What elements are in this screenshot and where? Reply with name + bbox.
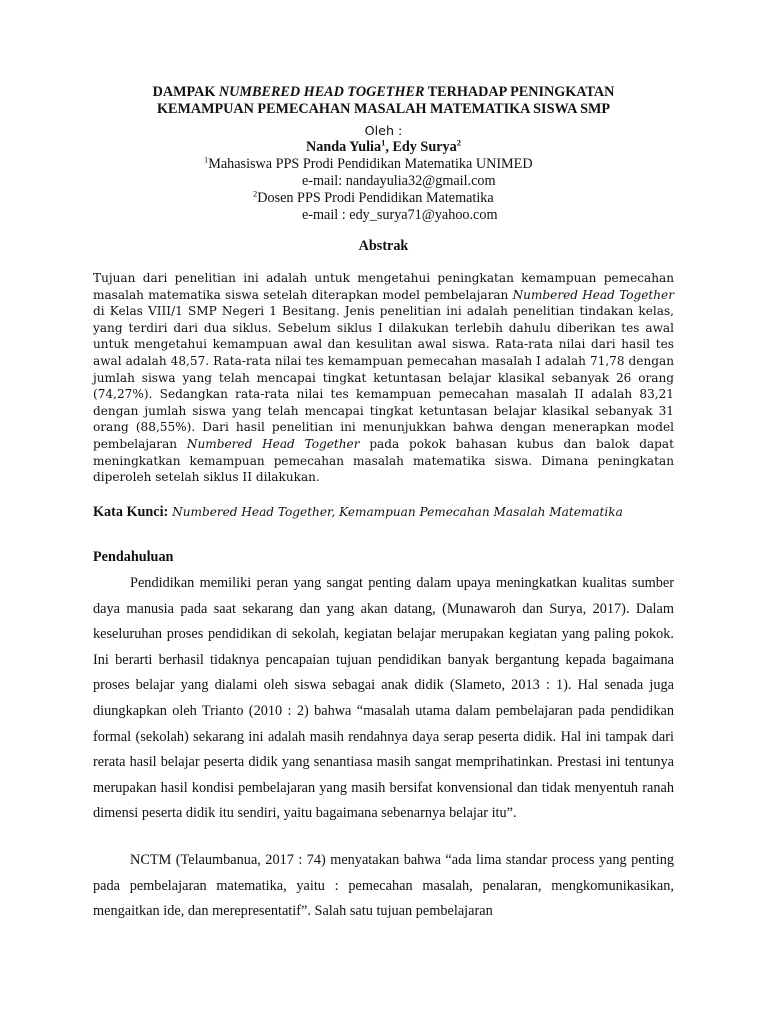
paper-title bbox=[93, 84, 674, 118]
keywords-label: Kata Kunci: bbox=[93, 504, 169, 520]
byline: Oleh : bbox=[364, 123, 403, 138]
keywords-value: Numbered Head Together, Kemampuan Pemecahan Masalah Matematika bbox=[168, 505, 623, 519]
author-2: Edy Surya bbox=[392, 139, 457, 155]
email-2: e-mail : edy_surya71@yahoo.com bbox=[302, 207, 498, 223]
document-page bbox=[93, 84, 675, 920]
intro-paragraph-1: Pendidikan memiliki peran yang sangat penting dalam upaya meningkatkan kualitas sumber daya manusia pada saat sekarang dan yang akan datang, (Munawaroh dan Surya, 2017). Dalam keseluruhan proses pendidikan di sekolah, kegiatan belajar merupakan kegiatan yang paling pokok. Ini berarti berhasil tidaknya pencapaian tujuan pendidikan banyak bergantung kepada bagaimana proses belajar yang dialami oleh siswa sebagai anak didik (Slameto, 2013 : 1). Hal senada juga diungkapkan oleh Trianto (2010 : 2) bahwa “masalah utama dalam pembelajaran pada pendidikan formal (sekolah) sekarang ini adalah masih rendahnya daya serap peserta didik. Hal ini tampak dari rerata hasil belajar peserta didik yang senantiasa masih sangat memprihatinkan. Prestasi ini tentunya merupakan hasil kondisi pembelajaran yang masih bersifat konvensional dan tidak menyentuh ranah dimensi peserta didik itu sendiri, yaitu bagaimana sebenarnya belajar itu”. bbox=[93, 575, 674, 822]
title-line2: KEMAMPUAN PEMECAHAN MASALAH MATEMATIKA SISWA SMP bbox=[156, 101, 611, 117]
author-1: Nanda Yulia bbox=[306, 139, 382, 155]
affiliation-1: $^1$Mahasiswa PPS Prodi Pendidikan Matematika UNIMED bbox=[204, 154, 533, 172]
abstract-text: Tujuan dari penelitian ini adalah untuk mengetahui peningkatan kemampuan pemecahan masalah matematika siswa setelah diterapkan model pembelajaran Numbered Head Together di Kelas VIII/1 SMP Negeri 1 Besitang. Jenis penelitian ini adalah penelitian tindakan kelas, yang terdiri dari dua siklus. Sebelum siklus I dilakukan terlebih dahulu diberikan tes awal untuk mengetahui kemampuan awal dan kesulitan awal siswa. Rata-rata nilai dari hasil tes awal adalah 48,57. Rata-rata nilai tes kemampuan pemecahan masalah I adalah 71,78 dengan jumlah siswa yang telah mencapai tingkat ketuntasan belajar klasikal sebanyak 26 orang (74,27%). Sedangkan rata-rata nilai tes kemampuan pemecahan masalah II adalah 83,21 dengan jumlah siswa yang telah mencapai tingkat ketuntasan belajar klasikal sebanyak 31 orang (88,55%). Dari hasil penelitian ini menunjukkan bahwa dengan menerapkan model pembelajaran Numbered Head Together pada pokok bahasan kubus dan balok dapat meningkatkan kemampuan pemecahan masalah matematika siswa. Dimana peningkatan diperoleh setelah siklus II dilakukan. bbox=[93, 271, 675, 485]
keywords bbox=[93, 504, 674, 520]
title-italic: NUMBERED HEAD TOGETHER bbox=[218, 84, 425, 100]
abstract-heading: Abstrak bbox=[358, 238, 409, 254]
email-1: e-mail: nandayulia32@gmail.com bbox=[302, 173, 496, 189]
affiliation-2: $^2$Dosen PPS Prodi Pendidikan Matematika bbox=[253, 188, 494, 206]
authors: Nanda Yulia$^1$, Edy Surya$^2$ bbox=[306, 137, 461, 155]
intro-paragraph-2: NCTM (Telaumbanua, 2017 : 74) menyatakan bahwa “ada lima standar process yang penting pada pembelajaran matematika, yaitu : pemecahan masalah, penalaran, mengkomunikasikan, mengaitkan ide, dan merepresentatif”. Salah satu tujuan pembelajaran bbox=[93, 852, 674, 920]
title-line1: DAMPAK NUMBERED HEAD TOGETHER TERHADAP PENINGKATAN bbox=[152, 84, 615, 100]
section-heading-intro: Pendahuluan bbox=[93, 549, 174, 565]
